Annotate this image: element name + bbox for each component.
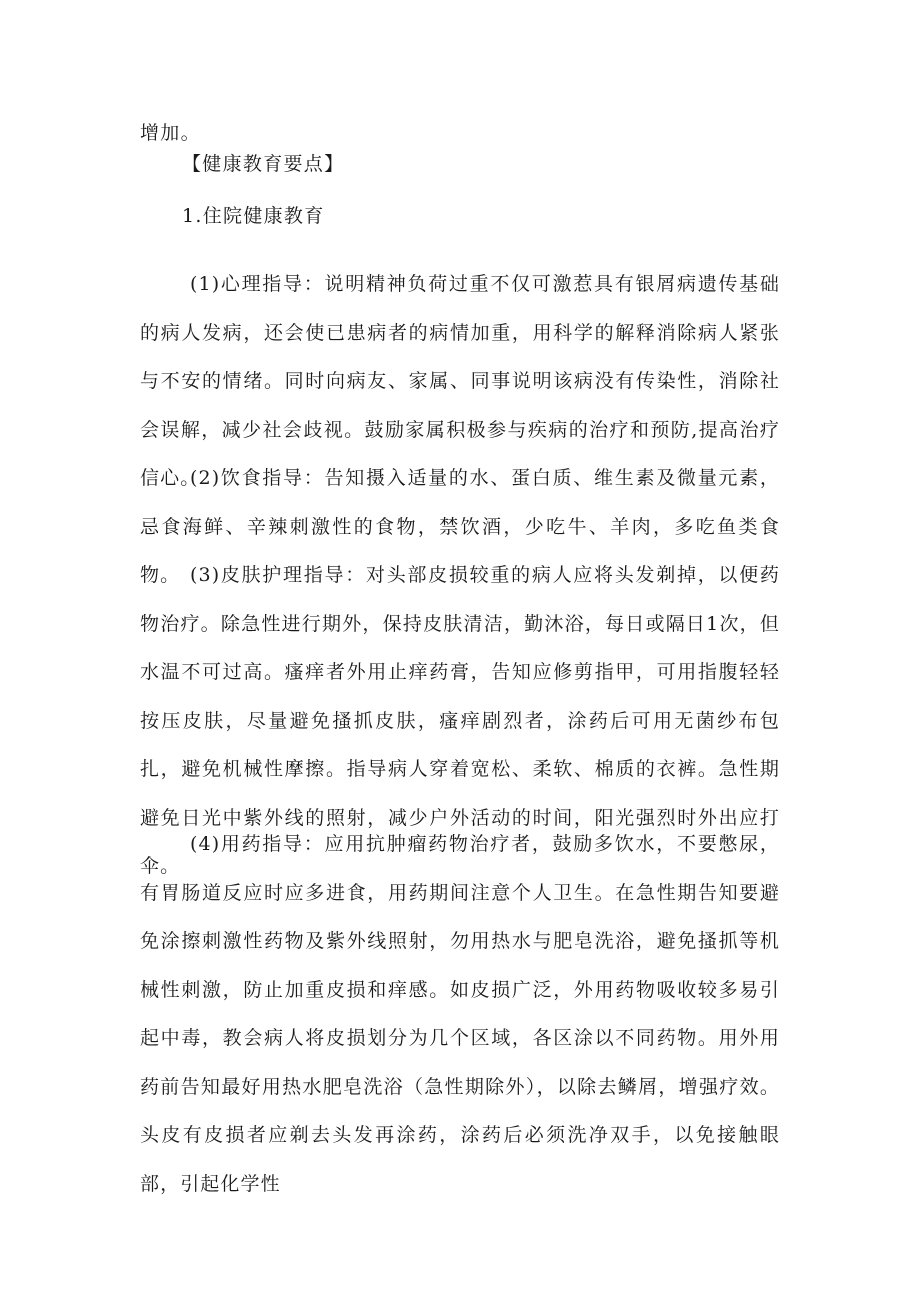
section-heading: 【健康教育要点】: [182, 153, 345, 175]
paragraph-skin-care-guidance: (3)皮肤护理指导：对头部皮损较重的病人应将头发剃掉，以便药物治疗。除急性进行期外，保持皮肤清洁，勤沐浴，每日或隔日1次，但水温不可过高。瘙痒者外用止痒药膏，告知应修剪指甲，可用指腹轻轻按压皮肤，尽量避免搔抓皮肤，瘙痒剧烈者，涂药后可用无菌纱布包扎，避免机械性摩擦。指导病人穿着宽松、柔软、棉质的衣裤。急性期避免日光中紫外线的照射，减少户外活动的时间，阳光强烈时外出应打伞。: [140, 564, 780, 877]
paragraph-medication-guidance: (4)用药指导：应用抗肿瘤药物治疗者，鼓励多饮水，不要憋尿，有胃肠道反应时应多进食，用药期间注意个人卫生。在急性期告知要避免涂擦刺激性药物及紫外线照射，勿用热水与肥皂洗浴，避免搔抓等机械性刺激，防止加重皮损和痒感。如皮损广泛，外用药物吸收较多易引起中毒，教会病人将皮损划分为几个区域，各区涂以不同药物。用外用药前告知最好用热水肥皂洗浴（急性期除外），以除去鳞屑，增强疗效。头皮有皮损者应剃去头发再涂药，涂药后必须洗净双手，以免接触眼部，引起化学性: [140, 833, 780, 1195]
paragraph-diet-guidance: (2)饮食指导：告知摄入适量的水、蛋白质、维生素及微量元素，忌食海鲜、辛辣刺激性的食物，禁饮酒，少吃牛、羊肉，多吃鱼类食物。: [140, 467, 780, 586]
subsection-heading: 1.住院健康教育: [182, 205, 325, 227]
continuation-text: 增加。: [140, 122, 201, 144]
paragraph-psychological-guidance: (1)心理指导：说明精神负荷过重不仅可激惹具有银屑病遗传基础的病人发病，还会使已患病者的病情加重，用科学的解释消除病人紧张与不安的情绪。同时向病友、家属、同事说明该病没有传染性，消除社会误解，减少社会歧视。鼓励家属积极参与疾病的治疗和预防,提高治疗信心。: [140, 273, 780, 489]
